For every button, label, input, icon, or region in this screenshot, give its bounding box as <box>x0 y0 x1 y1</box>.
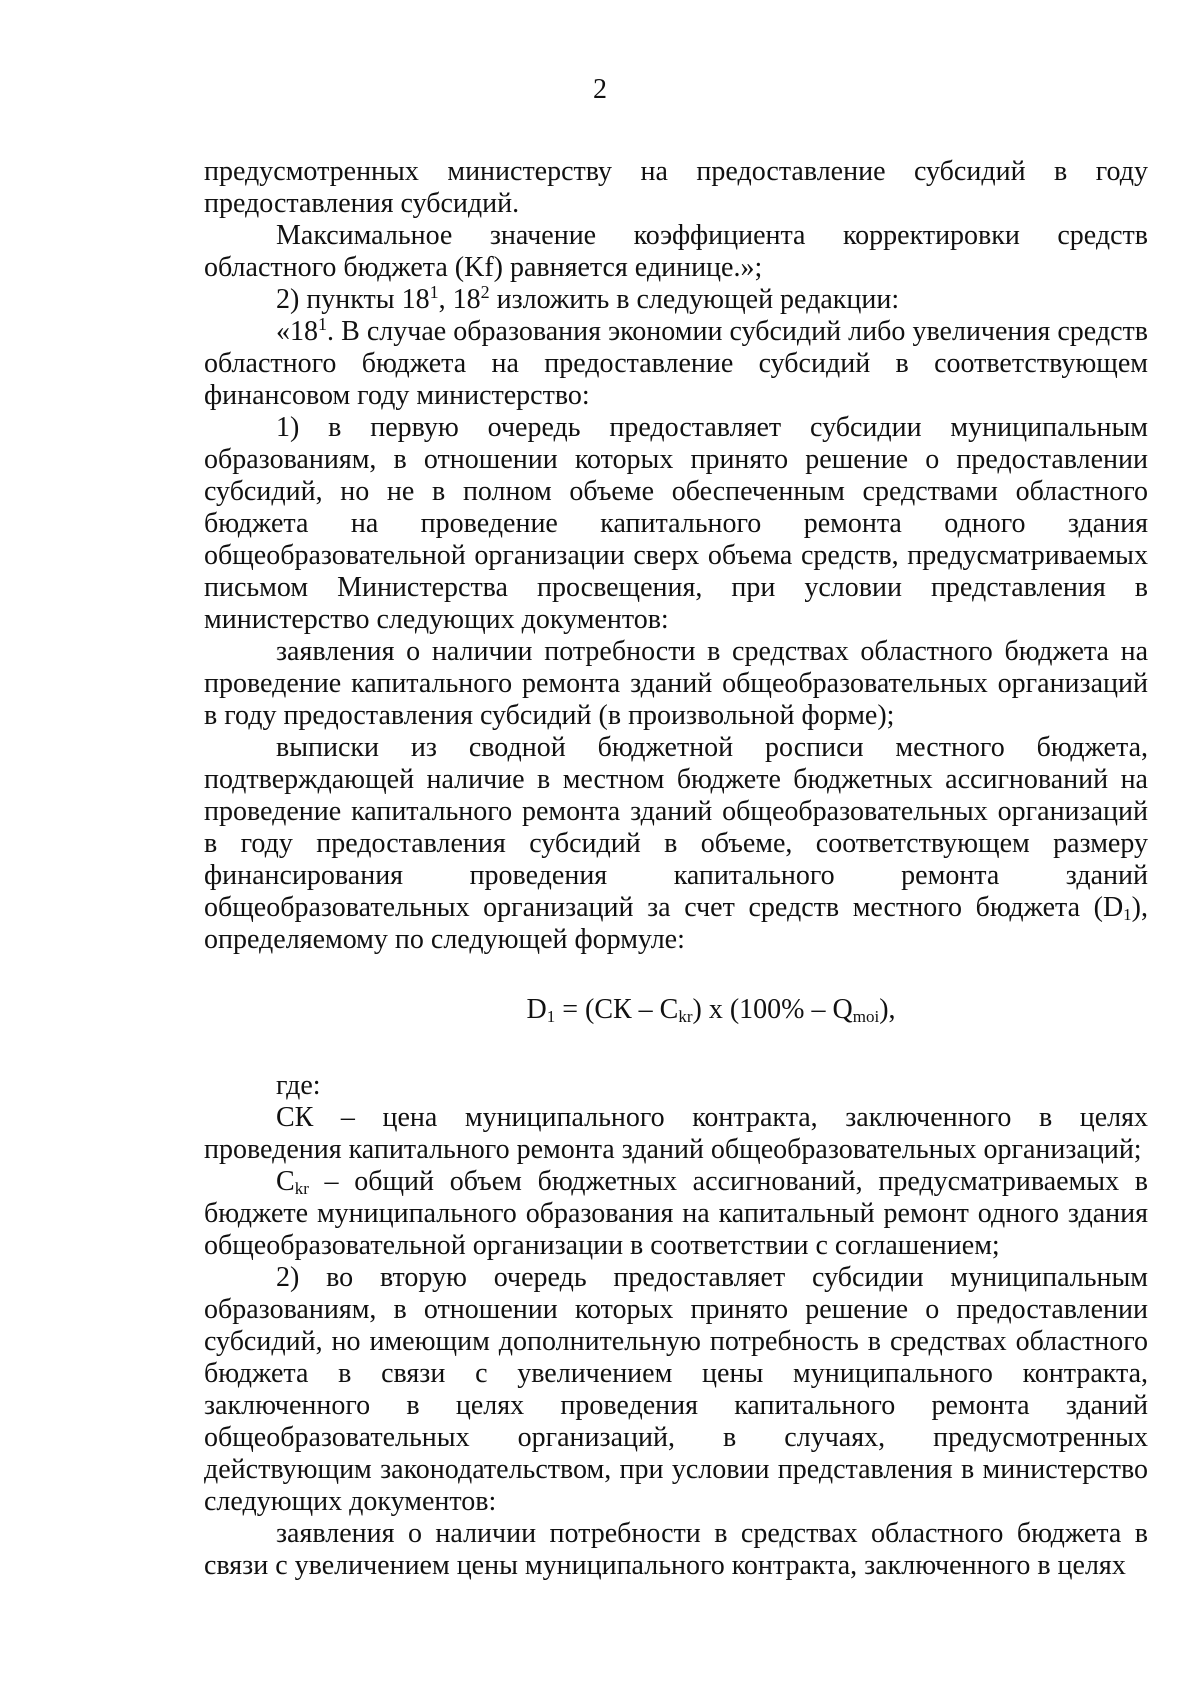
subscript: kr <box>678 1007 693 1026</box>
paragraph: заявления о наличии потребности в средствах областного бюджета в связи с увеличением цены муниципального контракта, заключенного в целях <box>204 1518 1148 1581</box>
page-number: 2 <box>593 74 607 105</box>
document-body <box>204 156 1148 1582</box>
subscript: 1 <box>546 1007 556 1026</box>
text-run: C <box>276 1166 295 1197</box>
text-run: «18 <box>276 316 318 347</box>
text-run: ), определяемому по следующей формуле: <box>204 892 1148 955</box>
paragraph: предусмотренных министерству на предоставление субсидий в году предоставления субсидий. <box>204 156 1148 219</box>
paragraph: заявления о наличии потребности в средствах областного бюджета на проведение капитального ремонта зданий общеобразовательных организаций в году предоставления субсидий (в произвольной форме); <box>204 636 1148 731</box>
formula-part: D <box>526 994 547 1025</box>
formula-part: ) x (100% – Q <box>692 994 853 1025</box>
formula-part: = (СК – C <box>555 994 679 1025</box>
superscript: 2 <box>480 282 490 302</box>
paragraph: 2) во вторую очередь предоставляет субсидии муниципальным образованиям, в отношении которых принято решение о предоставлении субсидий, но имеющим дополнительную потребность в средствах областного бюджета в связи с увеличением цены муниципального контракта, заключенного в целях проведения капитального ремонта зданий общеобразовательных организаций, в случаях, предусмотренных действующим законодательством, при условии представления в министерство следующих документов: <box>204 1262 1148 1517</box>
paragraph: СК – цена муниципального контракта, заключенного в целях проведения капитального ремонта зданий общеобразовательных организаций; <box>204 1102 1148 1165</box>
paragraph <box>204 1166 1148 1262</box>
text-run: изложить в следующей редакции: <box>489 284 900 315</box>
subscript: kr <box>294 1179 309 1198</box>
paragraph: где: <box>276 1070 321 1101</box>
text-run: – общий объем бюджетных ассигнований, предусматриваемых в бюджете муниципального образования на капитальный ремонт одного здания общеобразовательной организации в соответствии с соглашением; <box>204 1166 1148 1261</box>
paragraph <box>204 316 1148 412</box>
text-run: , 18 <box>438 284 481 315</box>
paragraph: 1) в первую очередь предоставляет субсидии муниципальным образованиям, в отношении которых принято решение о предоставлении субсидий, но не в полном объеме обеспеченным средствами областного бюджета на проведение капитального ремонта одного здания общеобразовательной организации сверх объема средств, предусматриваемых письмом Министерства просвещения, при условии представления в министерство следующих документов: <box>204 412 1148 635</box>
paragraph <box>204 732 1148 956</box>
paragraph: Максимальное значение коэффициента корректировки средств областного бюджета (Kf) равняется единице.»; <box>204 220 1148 283</box>
superscript: 1 <box>429 282 439 302</box>
text-run: 2) пункты 18 <box>276 284 430 315</box>
subscript: moi <box>852 1007 880 1026</box>
superscript: 1 <box>318 314 327 334</box>
formula-part: ), <box>879 994 896 1025</box>
subscript: 1 <box>1123 905 1132 924</box>
formula <box>204 994 1148 1026</box>
paragraph <box>204 284 1148 316</box>
text-run: . В случае образования экономии субсидий либо увеличения средств областного бюджета на предоставление субсидий в соответствующем финансовом году министерство: <box>204 316 1148 411</box>
text-run: выписки из сводной бюджетной росписи местного бюджета, подтверждающей наличие в местном бюджете бюджетных ассигнований на проведение капитального ремонта зданий общеобразовательных организаций в году предоставления субсидий в объеме, соответствующем размеру финансирования проведения капитального ремонта зданий общеобразовательных организаций за счет средств местного бюджета (D <box>204 732 1148 923</box>
